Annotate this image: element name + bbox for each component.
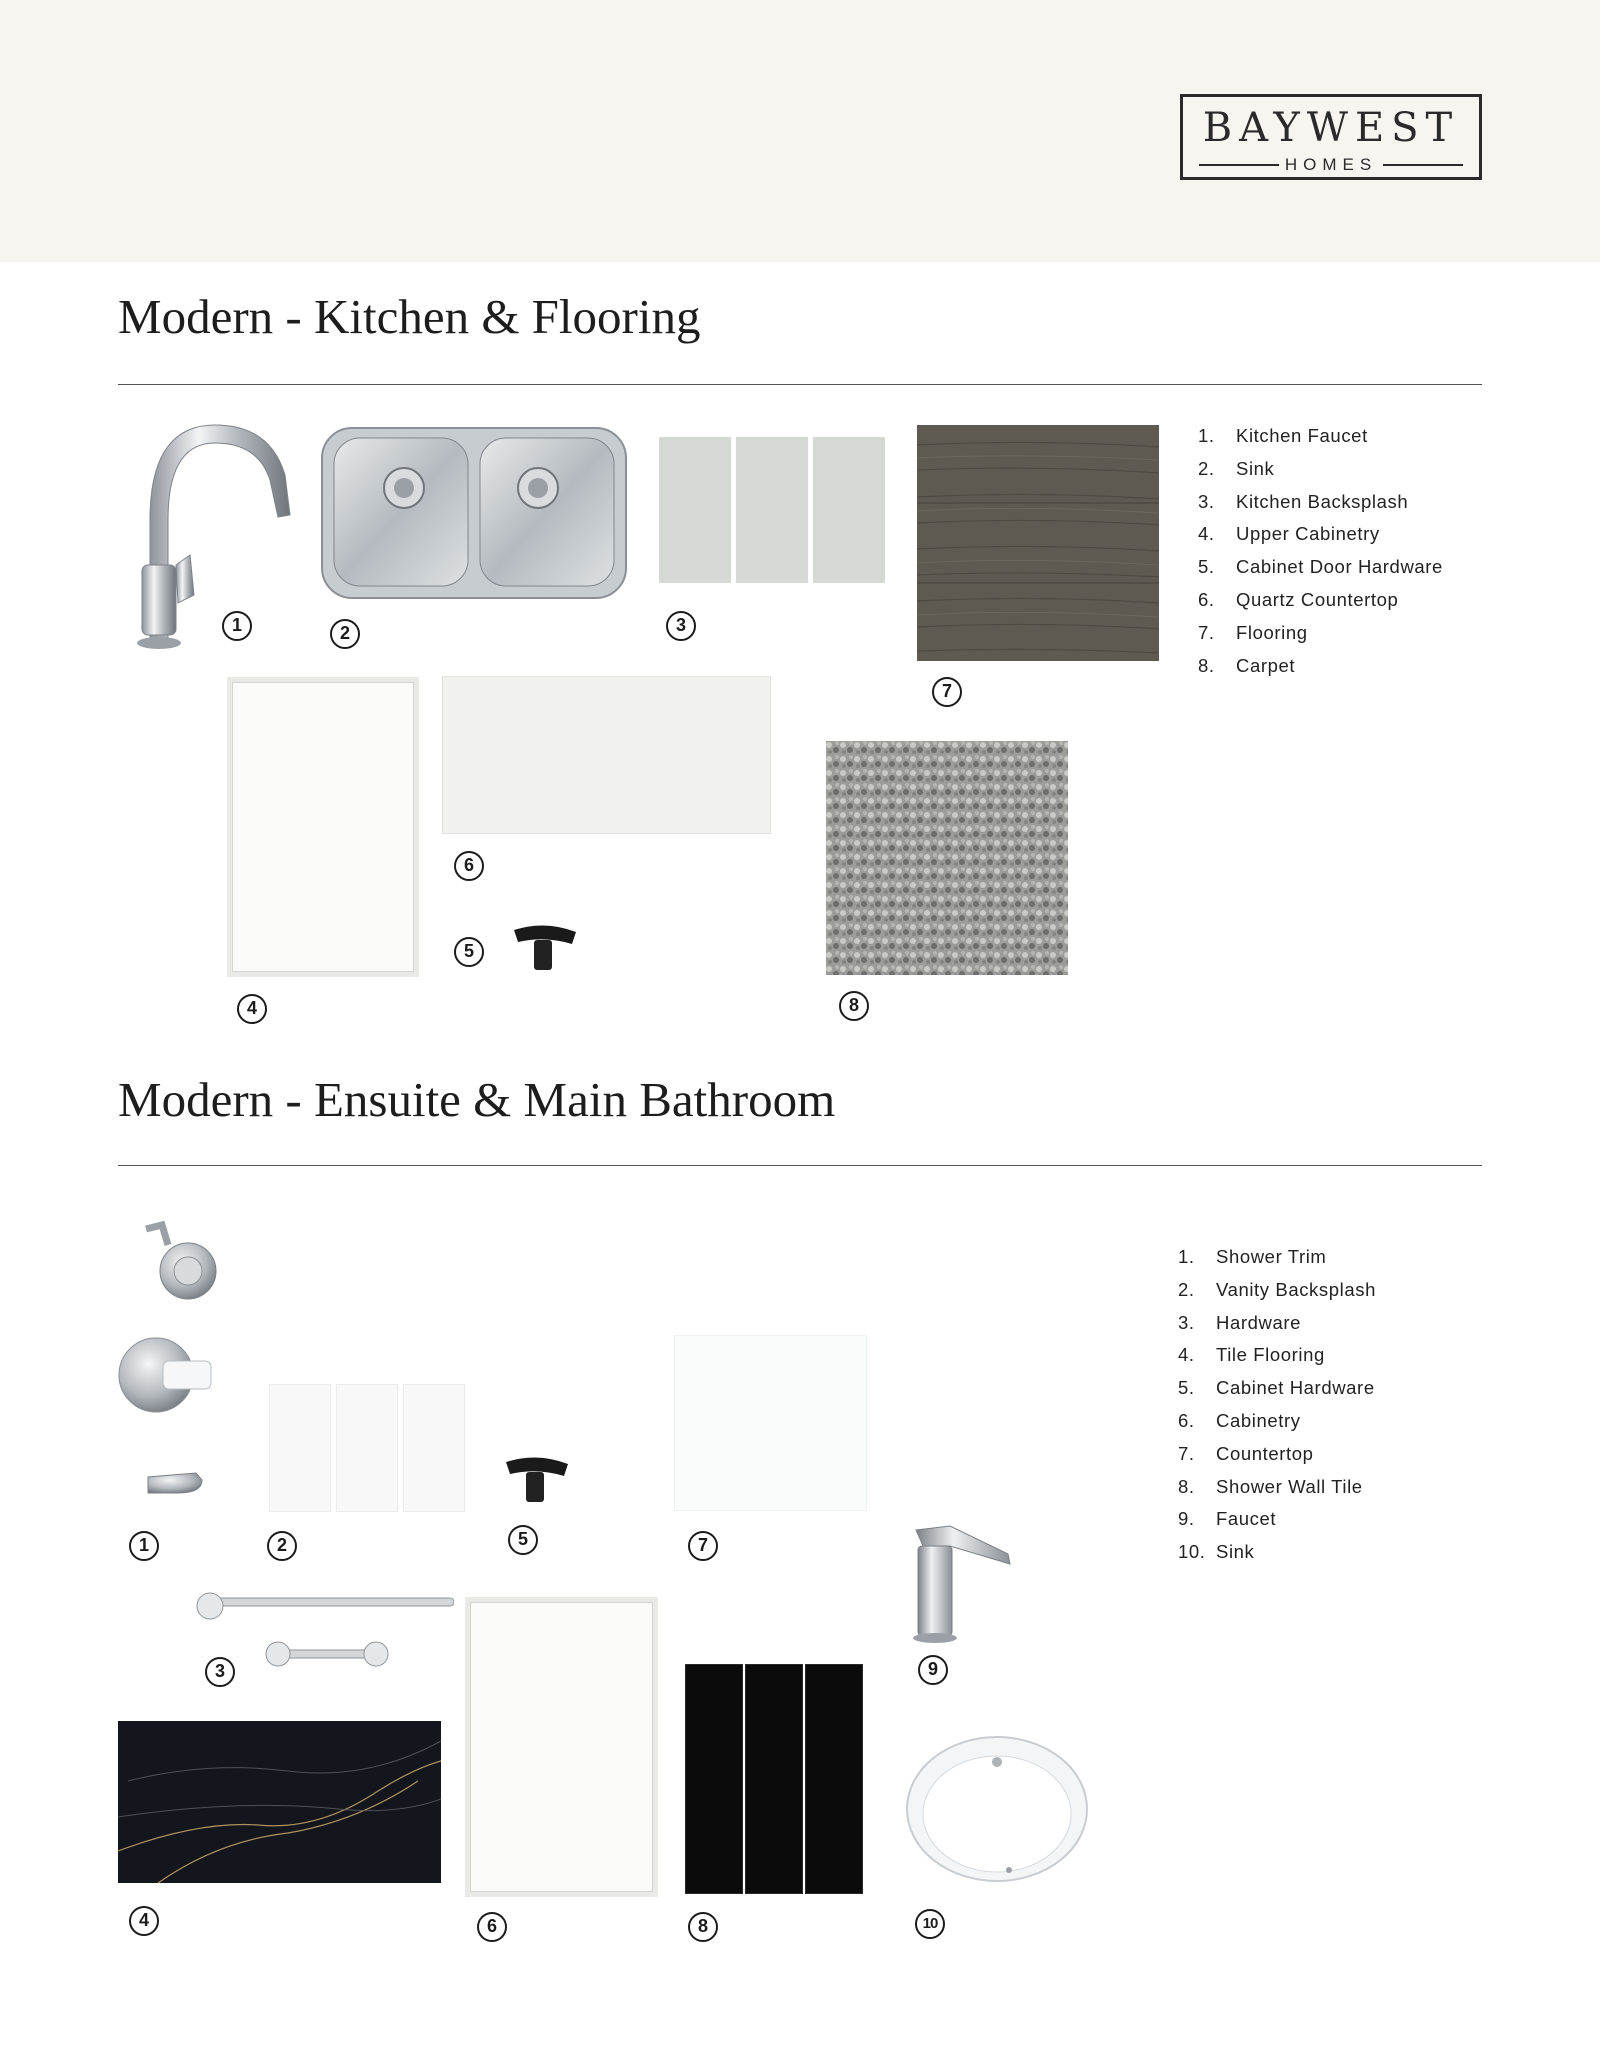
bathroom-divider: [118, 1165, 1482, 1166]
carpet-sample-image: [826, 741, 1068, 975]
badge: 1: [222, 611, 252, 641]
legend-item: 3. Hardware: [1178, 1311, 1301, 1333]
badge: 6: [454, 851, 484, 881]
badge: 10: [915, 1909, 945, 1939]
badge: 2: [267, 1531, 297, 1561]
cabinet-knob-image: [510, 920, 580, 976]
bath-sink-image: [905, 1734, 1090, 1884]
bathroom-legend: [1178, 1241, 1376, 1569]
badge: 9: [918, 1655, 948, 1685]
shower-wall-tile: [685, 1664, 743, 1894]
badge: 8: [688, 1912, 718, 1942]
logo-divider: [1383, 164, 1463, 166]
quartz-countertop-swatch: [442, 676, 771, 834]
kitchen-legend: [1198, 420, 1443, 682]
legend-item: 3. Kitchen Backsplash: [1198, 490, 1409, 512]
badge: 5: [508, 1525, 538, 1555]
kitchen-divider: [118, 384, 1482, 385]
legend-item: 4. Tile Flooring: [1178, 1344, 1325, 1366]
legend-item: 1. Shower Trim: [1178, 1246, 1327, 1267]
legend-item: 6. Quartz Countertop: [1198, 588, 1399, 610]
kitchen-section-title: Modern - Kitchen & Flooring: [118, 289, 701, 344]
legend-item: 5. Cabinet Hardware: [1178, 1377, 1375, 1399]
legend-item: 5. Cabinet Door Hardware: [1198, 556, 1443, 578]
legend-item: 6. Cabinetry: [1178, 1409, 1301, 1431]
legend-item: 8. Shower Wall Tile: [1178, 1475, 1363, 1497]
vanity-backsplash-tile: [270, 1385, 330, 1511]
legend-item: 7. Flooring: [1198, 621, 1308, 643]
kitchen-sink-image: [320, 426, 628, 600]
badge: 7: [688, 1531, 718, 1561]
legend-item: 7. Countertop: [1178, 1442, 1314, 1464]
tile-flooring-image: [118, 1721, 441, 1883]
bath-cabinetry-door: [465, 1597, 658, 1897]
legend-item: 8. Carpet: [1198, 654, 1296, 676]
legend-item: 2. Vanity Backsplash: [1178, 1278, 1376, 1300]
shower-wall-tile: [805, 1664, 863, 1894]
shower-wall-tile: [745, 1664, 803, 1894]
bath-faucet-image: [910, 1524, 1022, 1644]
badge: 3: [205, 1657, 235, 1687]
vanity-backsplash-tile: [337, 1385, 397, 1511]
badge: 7: [932, 677, 962, 707]
legend-item: 9. Faucet: [1178, 1508, 1277, 1530]
kitchen-faucet-image: [120, 415, 295, 655]
backsplash-tile: [813, 437, 885, 583]
brand-name: BAYWEST: [1202, 105, 1460, 151]
legend-item: 4. Upper Cabinetry: [1198, 523, 1380, 545]
brand-sub-row: [1183, 155, 1479, 173]
flooring-sample-image: [917, 425, 1159, 661]
brand-logo: [1180, 94, 1482, 180]
shower-trim-image: [118, 1215, 218, 1505]
upper-cabinetry-door: [227, 677, 419, 977]
legend-item: 1. Kitchen Faucet: [1198, 425, 1368, 446]
legend-item: 2. Sink: [1198, 457, 1275, 479]
badge: 6: [477, 1912, 507, 1942]
bath-cabinet-knob-image: [502, 1452, 572, 1508]
badge: 5: [454, 937, 484, 967]
brand-sub: HOMES: [1284, 155, 1378, 174]
badge: 4: [237, 994, 267, 1024]
badge: 8: [839, 991, 869, 1021]
badge: 4: [129, 1906, 159, 1936]
badge: 2: [330, 619, 360, 649]
bath-countertop-swatch: [675, 1336, 866, 1510]
badge: 1: [129, 1531, 159, 1561]
bathroom-section-title: Modern - Ensuite & Main Bathroom: [118, 1072, 836, 1127]
badge: 3: [666, 611, 696, 641]
backsplash-tile: [736, 437, 808, 583]
legend-item: 10. Sink: [1178, 1541, 1255, 1563]
backsplash-tile: [659, 437, 731, 583]
vanity-backsplash-tile: [404, 1385, 464, 1511]
